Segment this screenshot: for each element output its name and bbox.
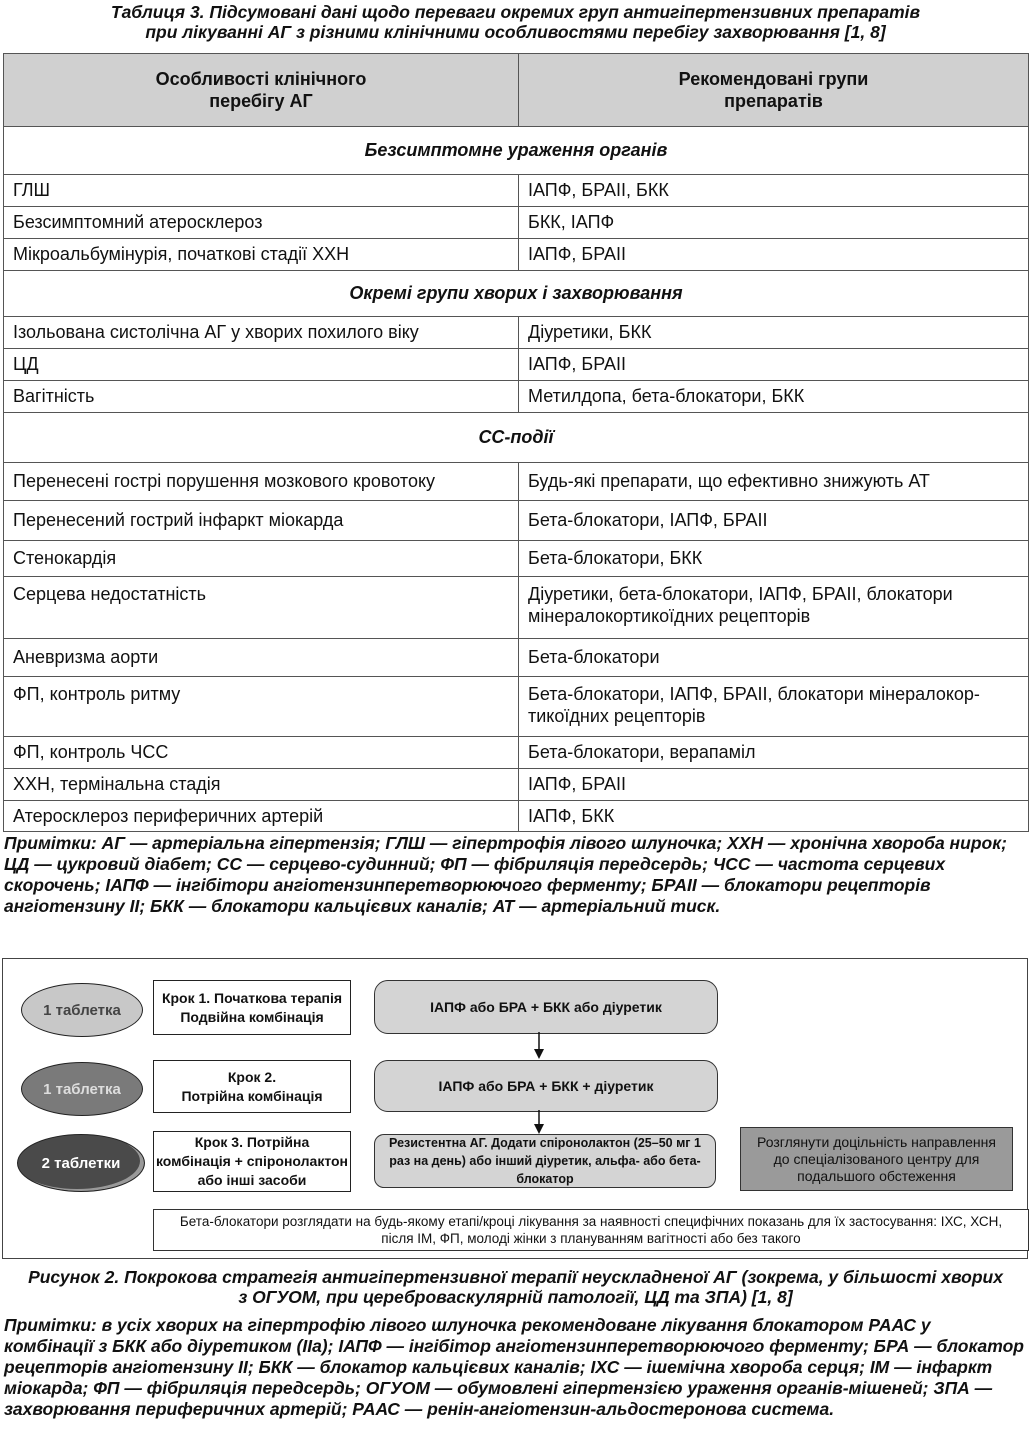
step-3-box bbox=[153, 1131, 351, 1192]
cell-drugs: Бета-блокатори, верапаміл bbox=[519, 737, 1029, 769]
cell-feature: Стенокардія bbox=[4, 541, 519, 577]
cell-feature: ФП, контроль ЧСС bbox=[4, 737, 519, 769]
step-1-title: Крок 1. Початкова терапія bbox=[161, 989, 343, 1006]
cell-feature: Перенесений гострий інфаркт міокарда bbox=[4, 501, 519, 541]
step-3-extra: або інші засоби bbox=[197, 1172, 307, 1188]
table-row bbox=[4, 577, 1029, 639]
cell-drugs: Діуретики, бета-блокатори, ІАПФ, БРАІІ, блокатори мінералокортикоїдних рецепторів bbox=[519, 577, 1029, 639]
cell-feature: ЦД bbox=[4, 349, 519, 381]
table-notes: Примітки: АГ — артеріальна гіпертензія; ГЛШ — гіпертрофія лівого шлуночка; ХХН — хронічна хвороба нирок; ЦД — цукровий діабет; СС — серцево-судинний; ФП — фібриляція передсердь; ЧСС — частота серцевих скорочень; ІАПФ — інгібітори ангіотензинперетворюючого ферменту; БРАІІ — блокатори рецепторів ангіотензину ІІ; БКК — блокатори кальцієвих каналів; АТ — артеріальний тиск. bbox=[4, 833, 1007, 916]
therapy-flowchart bbox=[2, 958, 1028, 1259]
pill-label: 2 таблетки bbox=[41, 1154, 121, 1172]
therapy-box-step-2: ІАПФ або БРА + БКК + діуретик bbox=[374, 1060, 718, 1112]
figure-caption bbox=[0, 1267, 1031, 1307]
recommendations-table bbox=[3, 53, 1029, 832]
section-row bbox=[4, 271, 1029, 317]
figure-caption-line2: з ОГУОМ, при цереброваскулярній патології, ЦД та ЗПА) [1, 8] bbox=[238, 1287, 793, 1307]
pill-one-tablet-icon bbox=[21, 983, 143, 1037]
cell-feature: Атеросклероз периферичних артерій bbox=[4, 801, 519, 832]
table-caption-line2: при лікуванні АГ з різними клінічними особливостями перебігу захворювання [1, 8] bbox=[145, 22, 886, 42]
pill-two-tablets-icon bbox=[17, 1134, 145, 1192]
table-row bbox=[4, 501, 1029, 541]
cell-feature: Ізольована систолічна АГ у хворих похилого віку bbox=[4, 317, 519, 349]
header-clinical-features: Особливості клінічного перебігу АГ bbox=[4, 54, 519, 127]
section-title: Безсимптомне ураження органів bbox=[4, 127, 1029, 175]
cell-drugs: Метилдопа, бета-блокатори, БКК bbox=[519, 381, 1029, 413]
cell-drugs: Бета-блокатори, ІАПФ, БРАІІ, блокатори мінералокор-тикоїдних рецепторів bbox=[519, 677, 1029, 737]
table-caption bbox=[0, 2, 1031, 42]
figure-notes: Примітки: в усіх хворих на гіпертрофію лівого шлуночка рекомендоване лікування блокатором РААС у комбінації з БКК або діуретиком (ІІа); ІАПФ — інгібітор ангіотензинперетворюючого ферменту; БРА — блокатор рецепторів ангіотензину ІІ; БКК — блокатор кальцієвих каналів; ІХС — ішемічна хвороба серця; ІМ — інфаркт міокарда; ФП — фібриляція передсердь; ОГУОМ — обумовлені гіпертензією ураження органів-мішеней; ЗПА — захворювання периферичних артерій; РААС — ренін-ангіотензин-альдостеронова система. bbox=[4, 1315, 1024, 1419]
cell-feature: Аневризма аорти bbox=[4, 639, 519, 677]
table-row bbox=[4, 677, 1029, 737]
cell-drugs: Діуретики, БКК bbox=[519, 317, 1029, 349]
cell-drugs: ІАПФ, БКК bbox=[519, 801, 1029, 832]
pill-label: 1 таблетка bbox=[43, 1001, 121, 1019]
table-row bbox=[4, 381, 1029, 413]
table-row bbox=[4, 239, 1029, 271]
table-row bbox=[4, 463, 1029, 501]
step-3-subtitle: комбінація + спіронолактон bbox=[155, 1153, 349, 1169]
table-header-row bbox=[4, 54, 1029, 127]
pill-one-tablet-icon bbox=[21, 1062, 143, 1116]
step-2-subtitle: Потрійна комбінація bbox=[181, 1087, 323, 1104]
step-1-subtitle: Подвійна комбінація bbox=[180, 1008, 324, 1025]
cell-drugs: Бета-блокатори, БКК bbox=[519, 541, 1029, 577]
cell-drugs: ІАПФ, БРАІІ, БКК bbox=[519, 175, 1029, 207]
section-title: Окремі групи хворих і захворювання bbox=[4, 271, 1029, 317]
table-row bbox=[4, 207, 1029, 239]
cell-feature: Вагітність bbox=[4, 381, 519, 413]
table-row bbox=[4, 801, 1029, 832]
cell-feature: ФП, контроль ритму bbox=[4, 677, 519, 737]
pill-label: 1 таблетка bbox=[43, 1080, 121, 1098]
arrow-down-icon bbox=[531, 1032, 547, 1060]
cell-drugs: ІАПФ, БРАІІ bbox=[519, 239, 1029, 271]
step-2-title: Крок 2. bbox=[227, 1068, 277, 1085]
cell-drugs: ІАПФ, БРАІІ bbox=[519, 349, 1029, 381]
table-caption-line1: Таблиця 3. Підсумовані дані щодо переваги окремих груп антигіпертензивних препаратів bbox=[110, 2, 921, 22]
section-title: СС-події bbox=[4, 413, 1029, 463]
header-recommended-groups: Рекомендовані групи препаратів bbox=[519, 54, 1029, 127]
step-1-box bbox=[153, 980, 351, 1035]
section-row bbox=[4, 413, 1029, 463]
figure-caption-line1: Рисунок 2. Покрокова стратегія антигіпертензивної терапії неускладненої АГ (зокрема, у більшості хворих bbox=[28, 1267, 1003, 1287]
referral-box: Розглянути доцільність направлення до спеціалізованого центру для подальшого обстеження bbox=[740, 1127, 1013, 1191]
cell-drugs: Бета-блокатори bbox=[519, 639, 1029, 677]
therapy-box-step-1: ІАПФ або БРА + БКК або діуретик bbox=[374, 980, 718, 1034]
step-3-title: Крок 3. Потрійна bbox=[194, 1134, 310, 1150]
table-row bbox=[4, 737, 1029, 769]
cell-drugs: ІАПФ, БРАІІ bbox=[519, 769, 1029, 801]
table-row bbox=[4, 349, 1029, 381]
table-row bbox=[4, 769, 1029, 801]
table-row bbox=[4, 175, 1029, 207]
arrow-down-icon bbox=[531, 1110, 547, 1135]
table-row bbox=[4, 317, 1029, 349]
cell-drugs: Бета-блокатори, ІАПФ, БРАІІ bbox=[519, 501, 1029, 541]
cell-drugs: Будь-які препарати, що ефективно знижують АТ bbox=[519, 463, 1029, 501]
cell-feature: Безсимптомний атеросклероз bbox=[4, 207, 519, 239]
cell-drugs: БКК, ІАПФ bbox=[519, 207, 1029, 239]
table-row bbox=[4, 639, 1029, 677]
cell-feature: ГЛШ bbox=[4, 175, 519, 207]
cell-feature: ХХН, термінальна стадія bbox=[4, 769, 519, 801]
beta-blocker-note-box: Бета-блокатори розглядати на будь-якому етапі/кроці лікування за наявності специфічних показань для їх застосування: ІХС, ХСН, після ІМ, ФП, молоді жінки з плануванням вагітності або без такого bbox=[153, 1209, 1029, 1251]
cell-feature: Серцева недостатність bbox=[4, 577, 519, 639]
cell-feature: Мікроальбумінурія, початкові стадії ХХН bbox=[4, 239, 519, 271]
cell-feature: Перенесені гострі порушення мозкового кровотоку bbox=[4, 463, 519, 501]
table-row bbox=[4, 541, 1029, 577]
section-row bbox=[4, 127, 1029, 175]
therapy-box-step-3: Резистентна АГ. Додати спіронолактон (25–50 мг 1 раз на день) або інший діуретик, альфа- або бета-блокатор bbox=[374, 1134, 716, 1188]
step-2-box bbox=[153, 1060, 351, 1113]
